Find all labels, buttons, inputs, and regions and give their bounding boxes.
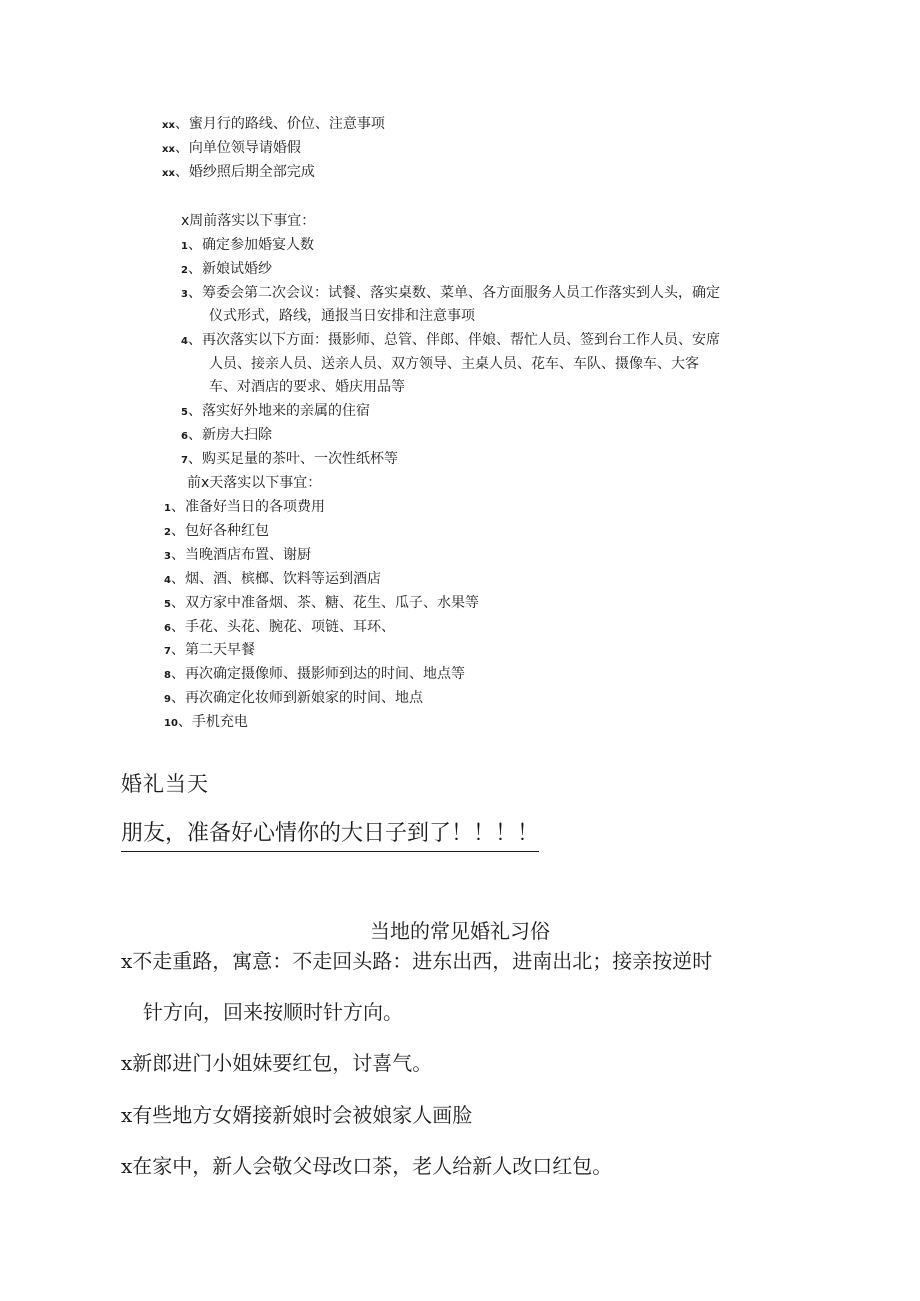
item-text: 、蜜月行的路线、价位、注意事项	[174, 116, 385, 132]
custom-item-continuation: 针方向，回来按顺时针方向。	[143, 1000, 403, 1024]
item-number: 3	[164, 551, 171, 562]
item-continuation: 仪式形式，路线，通报当日安排和注意事项	[209, 308, 475, 324]
customs-title: 当地的常见婚礼习俗	[370, 919, 550, 943]
item-mark: xx	[162, 120, 175, 131]
item-number: 4	[164, 575, 171, 586]
item-text: 、手机充电	[177, 714, 248, 730]
list-item	[164, 545, 311, 567]
item-text: 、购买足量的茶叶、一次性纸杯等	[187, 451, 398, 467]
list-item	[164, 617, 395, 639]
custom-item: x在家中，新人会敬父母改口茶，老人给新人改口红包。	[121, 1154, 613, 1178]
item-number: 6	[181, 431, 188, 442]
item-number: 5	[181, 407, 188, 418]
wedding-day-slogan: 朋友，准备好心情你的大日子到了！！！！	[121, 818, 539, 852]
item-number: 7	[181, 455, 188, 466]
list-item	[164, 664, 465, 686]
item-number: 1	[164, 503, 171, 514]
wedding-day-title: 婚礼当天	[121, 772, 209, 796]
item-number: 10	[164, 718, 178, 729]
item-text: 、烟、酒、槟榔、饮料等运到酒店	[170, 571, 381, 587]
item-text: 、再次确定化妆师到新娘家的时间、地点	[170, 690, 423, 706]
section-heading: x周前落实以下事宜：	[181, 213, 316, 229]
list-item	[181, 401, 370, 423]
list-item	[164, 521, 269, 543]
item-number: 4	[181, 336, 188, 347]
list-item	[181, 449, 398, 471]
item-number: 9	[164, 694, 171, 705]
list-item	[162, 162, 315, 184]
list-item	[181, 283, 720, 305]
item-number: 2	[164, 527, 171, 538]
item-text: 、包好各种红包	[170, 523, 269, 539]
list-item	[164, 688, 423, 710]
item-continuation: 车、对酒店的要求、婚庆用品等	[209, 379, 405, 395]
item-text: 、当晚酒店布置、谢厨	[170, 547, 311, 563]
list-item	[181, 259, 272, 281]
list-item	[164, 593, 479, 615]
list-item	[181, 330, 720, 352]
item-number: 6	[164, 623, 171, 634]
item-text: 、手花、头花、腕花、项链、耳环、	[170, 619, 395, 635]
section-heading: 前x天落实以下事宜：	[187, 475, 322, 491]
item-text: 、筹委会第二次会议：试餐、落实桌数、菜单、各方面服务人员工作落实到人头，确定	[187, 285, 720, 301]
item-text: 、再次确定摄像师、摄影师到达的时间、地点等	[170, 666, 465, 682]
item-mark: xx	[162, 168, 175, 179]
item-number: 8	[164, 670, 171, 681]
item-text: 、向单位领导请婚假	[174, 140, 301, 156]
item-text: 、婚纱照后期全部完成	[174, 164, 315, 180]
item-text: 、确定参加婚宴人数	[187, 237, 314, 253]
list-item	[164, 569, 381, 591]
list-item	[162, 138, 301, 160]
item-text: 、新房大扫除	[187, 427, 272, 443]
item-continuation: 人员、接亲人员、送亲人员、双方领导、主桌人员、花车、车队、摄像车、大客	[209, 356, 699, 372]
custom-item: x有些地方女婿接新娘时会被娘家人画脸	[121, 1103, 473, 1127]
list-item	[164, 497, 325, 519]
item-text: 、再次落实以下方面：摄影师、总管、伴郎、伴娘、帮忙人员、签到台工作人员、安席	[187, 332, 720, 348]
item-number: 1	[181, 241, 188, 252]
custom-item: x新郎进门小姐妹要红包，讨喜气。	[121, 1051, 433, 1075]
list-item	[162, 114, 385, 136]
item-text: 、新娘试婚纱	[187, 261, 272, 277]
item-text: 、双方家中准备烟、茶、糖、花生、瓜子、水果等	[170, 595, 479, 611]
item-text: 、第二天早餐	[170, 642, 255, 658]
list-item	[164, 712, 248, 734]
list-item	[164, 640, 255, 662]
item-number: 3	[181, 289, 188, 300]
item-text: 、落实好外地来的亲属的住宿	[187, 403, 370, 419]
custom-item: x不走重路，寓意：不走回头路：进东出西，进南出北；接亲按逆时	[121, 949, 713, 973]
list-item	[181, 425, 272, 447]
item-mark: xx	[162, 144, 175, 155]
item-number: 2	[181, 265, 188, 276]
item-text: 、准备好当日的各项费用	[170, 499, 325, 515]
item-number: 7	[164, 646, 171, 657]
list-item	[181, 235, 314, 257]
item-number: 5	[164, 599, 171, 610]
